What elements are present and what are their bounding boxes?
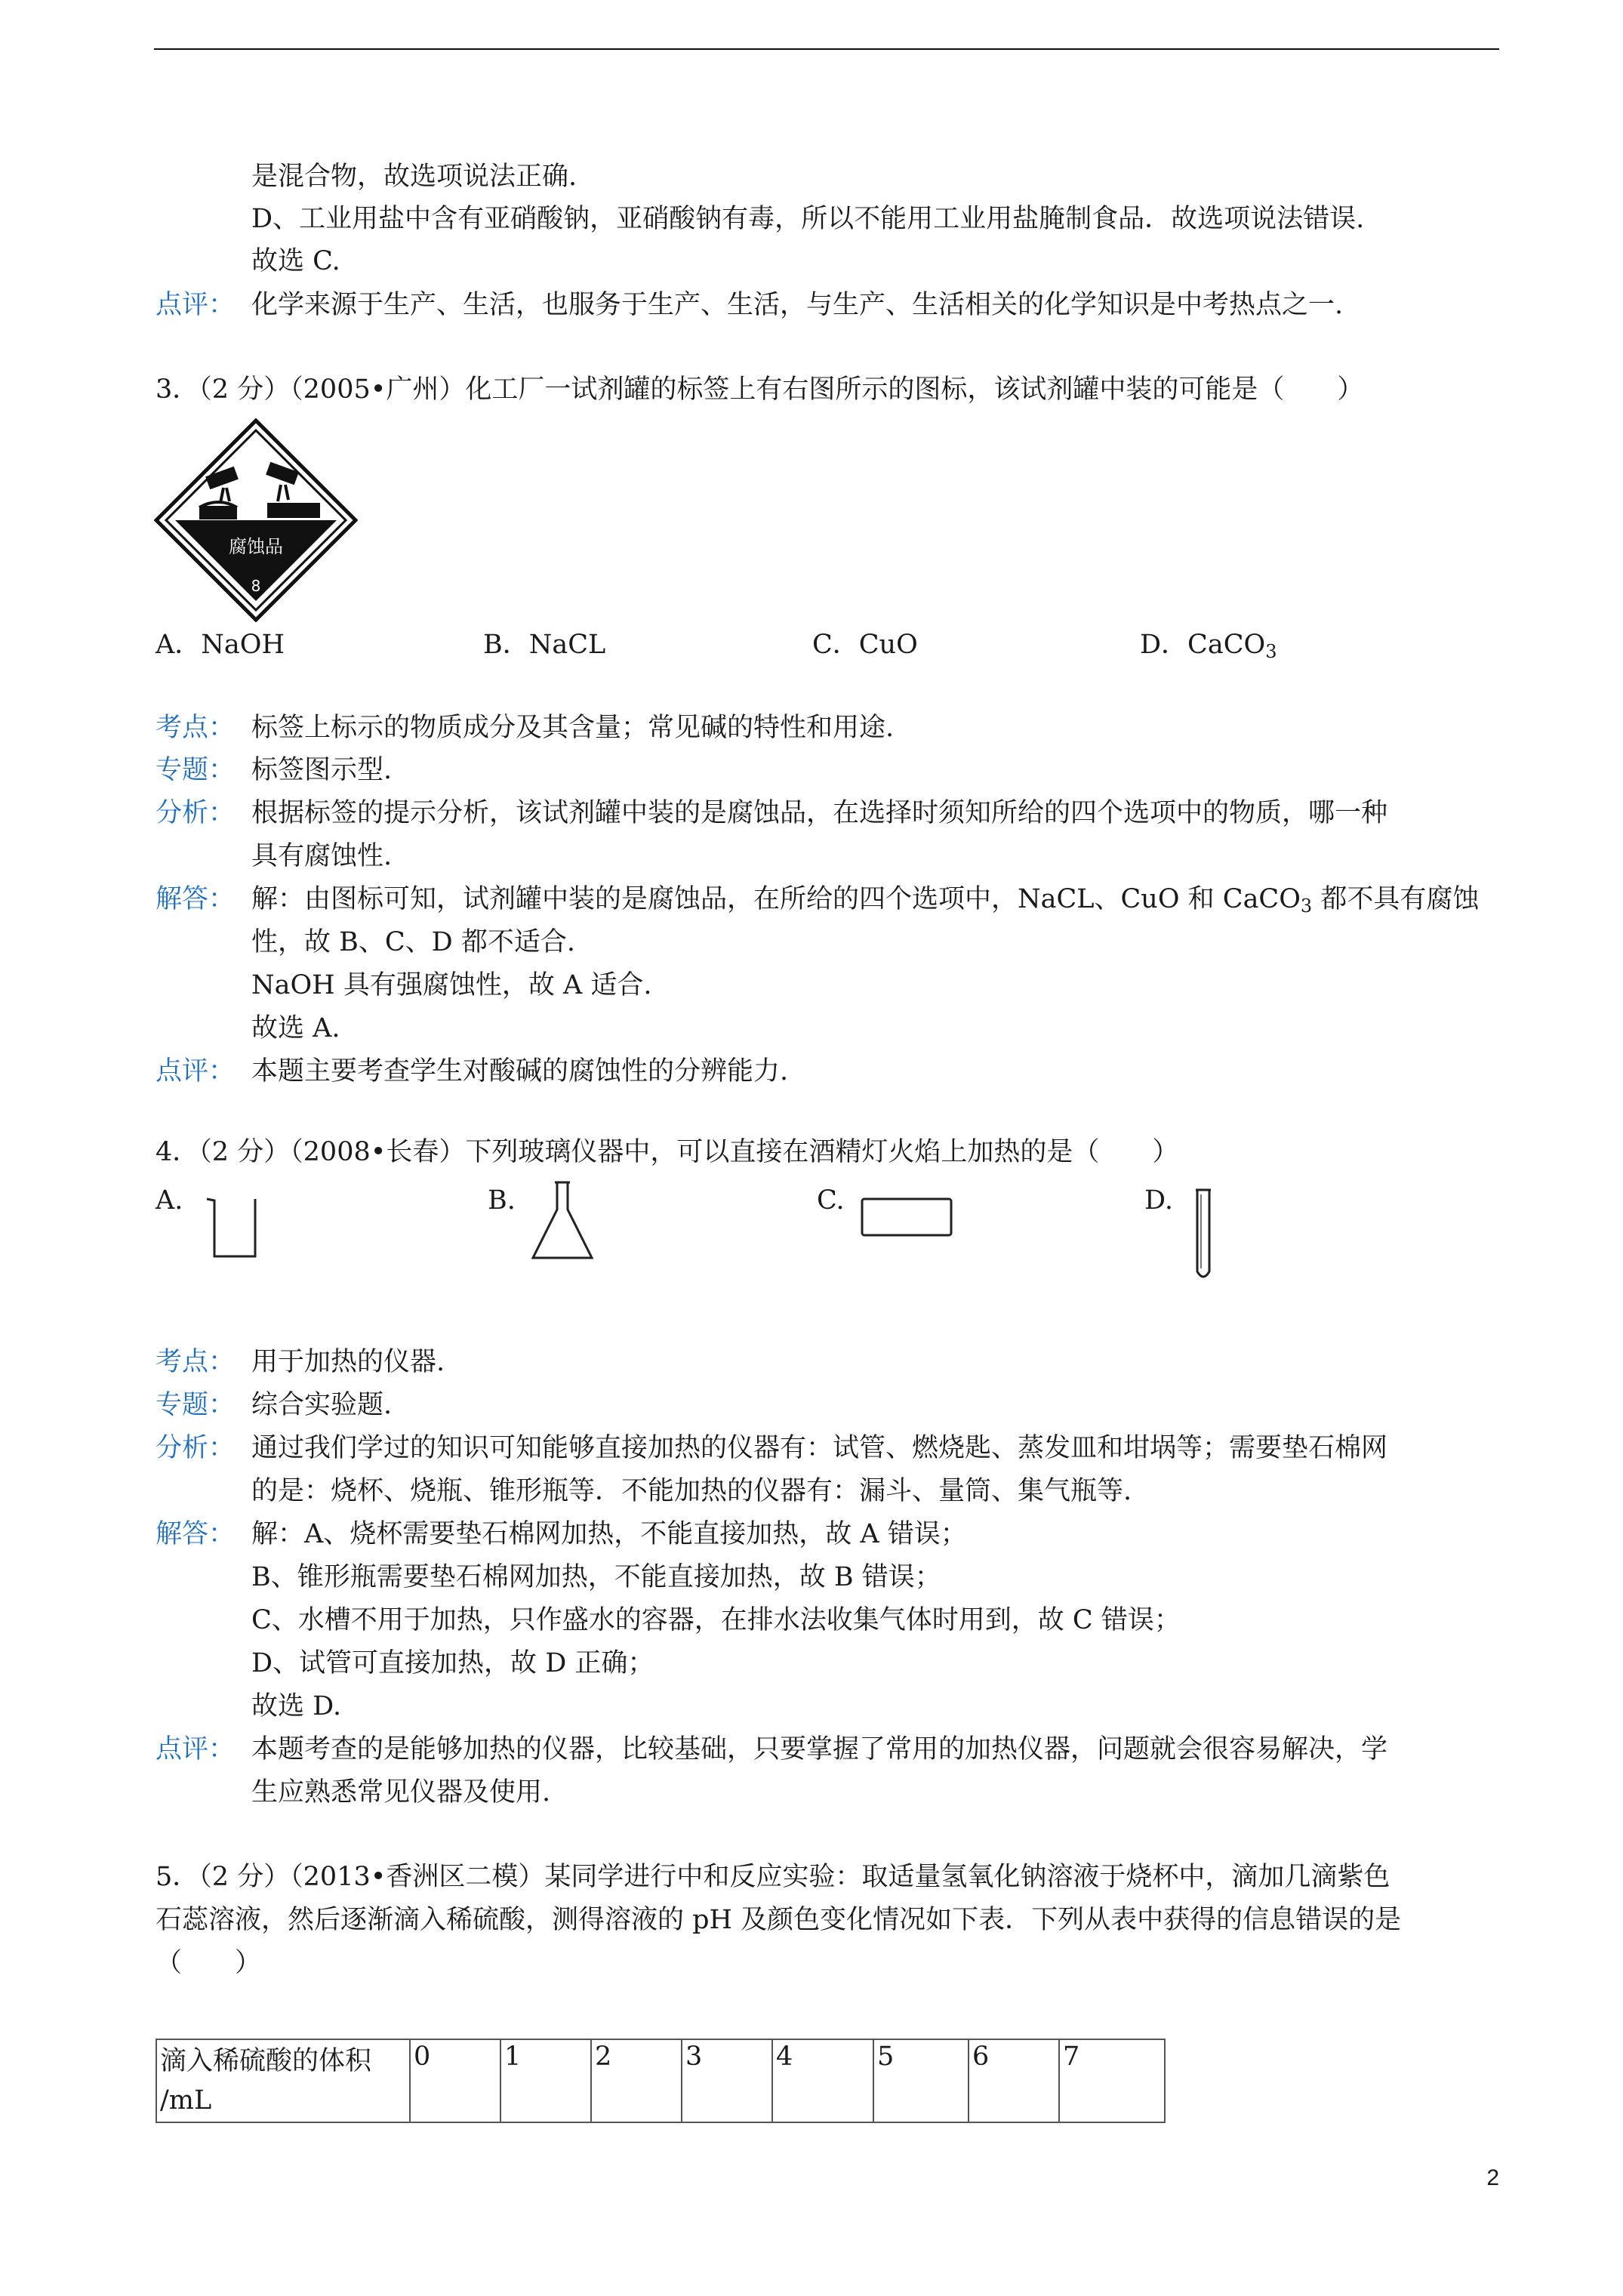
test-tube-icon (1188, 1187, 1218, 1285)
q4-label-review: 点评： (156, 1734, 236, 1764)
table-head-line-2: /mL (160, 2085, 212, 2116)
q3-label-review: 点评： (156, 1056, 236, 1086)
q4-option-d: D. (1144, 1185, 1173, 1216)
q4-jieda-1: 解：A、烧杯需要垫石棉网加热，不能直接加热，故 A 错误； (251, 1519, 967, 1549)
q4-zhuanti: 综合实验题. (251, 1390, 393, 1420)
beaker-icon (202, 1193, 263, 1261)
table-cell: 5 (873, 2039, 969, 2122)
q4-kaodian: 用于加热的仪器. (251, 1347, 445, 1377)
q4-stem: 4．（2 分）（2008•长春）下列玻璃仪器中，可以直接在酒精灯火焰上加热的是（ ） (156, 1137, 1179, 1167)
q3-label-kaodian: 考点： (156, 713, 236, 743)
q4-review-2: 生应熟悉常见仪器及使用. (251, 1777, 551, 1808)
table-cell: 0 (410, 2039, 500, 2122)
ph-table (156, 2039, 1166, 2123)
cont-line-1: 是混合物，故选项说法正确. (251, 162, 577, 192)
q3-review: 本题主要考查学生对酸碱的腐蚀性的分辨能力. (251, 1056, 789, 1086)
cont-line-2: D、工业用盐中含有亚硝酸钠，亚硝酸钠有毒，所以不能用工业用盐腌制食品．故选项说法错误. (251, 204, 1365, 234)
q3-jieda-1a: 解：由图标可知，试剂罐中装的是腐蚀品，在所给的四个选项中，NaCL、CuO 和 CaCO (251, 884, 1301, 914)
table-head-line-1: 滴入稀硫酸的体积 (160, 2046, 372, 2076)
page-number: 2 (1486, 2165, 1499, 2190)
q4-label-jieda: 解答： (156, 1519, 236, 1549)
table-row (156, 2039, 1165, 2122)
q3-jieda-1-sub: 3 (1300, 895, 1313, 917)
q3-fenxi-2: 具有腐蚀性. (251, 841, 393, 871)
q3-option-b: B．NaCL (483, 630, 606, 660)
q4-option-a: A. (156, 1185, 183, 1216)
q4-option-c: C. (817, 1185, 845, 1216)
q3-zhuanti: 标签图示型. (251, 755, 393, 785)
q3-option-c: C．CuO (812, 630, 918, 660)
q4-review-1: 本题考查的是能够加热的仪器，比较基础，只要掌握了常用的加热仪器，问题就会很容易解决，学 (251, 1734, 1388, 1764)
water-trough-icon (859, 1196, 957, 1241)
cont-line-3: 故选 C. (251, 246, 340, 276)
q3-kaodian: 标签上标示的物质成分及其含量；常见碱的特性和用途. (251, 713, 895, 743)
label-review: 点评： (156, 290, 236, 320)
q5-stem-1: 5．（2 分）（2013•香洲区二模）某同学进行中和反应实验：取适量氢氧化钠溶液于烧杯中，滴加几滴紫色 (156, 1862, 1390, 1892)
q4-option-b: B. (488, 1185, 516, 1216)
q3-option-a: A．NaOH (156, 630, 285, 660)
sign-number: 8 (251, 577, 261, 595)
q3-label-fenxi: 分析： (156, 798, 236, 828)
q4-fenxi-2: 的是：烧杯、烧瓶、锥形瓶等．不能加热的仪器有：漏斗、量筒、集气瓶等. (251, 1476, 1132, 1506)
sign-text: 腐蚀品 (229, 536, 283, 557)
table-cell: 6 (969, 2039, 1059, 2122)
q3-fenxi-1: 根据标签的提示分析，该试剂罐中装的是腐蚀品，在选择时须知所给的四个选项中的物质，哪一种 (251, 798, 1388, 828)
q3-jieda-4: 故选 A. (251, 1013, 340, 1043)
q3-option-d-sub: 3 (1265, 641, 1277, 662)
q4-label-zhuanti: 专题： (156, 1390, 236, 1420)
q4-fenxi-1: 通过我们学过的知识可知能够直接加热的仪器有：试管、燃烧匙、蒸发皿和坩埚等；需要垫石棉网 (251, 1433, 1388, 1463)
corrosive-sign-icon (154, 418, 358, 622)
q3-label-zhuanti: 专题： (156, 755, 236, 785)
q4-label-fenxi: 分析： (156, 1433, 236, 1463)
q3-label-jieda: 解答： (156, 884, 236, 914)
header-rule (154, 48, 1499, 50)
q3-stem: 3．（2 分）（2005•广州）化工厂一试剂罐的标签上有右图所示的图标，该试剂罐中装的可能是（ ） (156, 374, 1364, 405)
q3-jieda-3: NaOH 具有强腐蚀性，故 A 适合. (251, 970, 652, 1000)
table-cell: 4 (772, 2039, 873, 2122)
q5-stem-2: 石蕊溶液，然后逐渐滴入稀硫酸，测得溶液的 pH 及颜色变化情况如下表．下列从表中获得的信息错误的是 (156, 1905, 1402, 1935)
table-cell: 3 (682, 2039, 772, 2122)
table-head-cell (156, 2039, 410, 2122)
q4-jieda-4: D、试管可直接加热，故 D 正确； (251, 1648, 654, 1678)
table-cell: 2 (591, 2039, 682, 2122)
q4-jieda-3: C、水槽不用于加热，只作盛水的容器，在排水法收集气体时用到，故 C 错误； (251, 1605, 1181, 1635)
q3-jieda-1 (251, 881, 1479, 924)
q3-option-d (1140, 627, 1277, 670)
q5-stem-3: （ ） (156, 1948, 262, 1978)
q3-option-d-text: D．CaCO (1140, 630, 1266, 660)
q4-label-kaodian: 考点： (156, 1347, 236, 1377)
q3-jieda-1b: 都不具有腐蚀 (1312, 884, 1480, 914)
table-cell: 1 (500, 2039, 591, 2122)
conical-flask-icon (528, 1179, 596, 1262)
table-cell: 7 (1059, 2039, 1165, 2122)
q4-jieda-2: B、锥形瓶需要垫石棉网加热，不能直接加热，故 B 错误； (251, 1562, 941, 1592)
review-text: 化学来源于生产、生活，也服务于生产、生活，与生产、生活相关的化学知识是中考热点之一. (251, 290, 1344, 320)
q3-jieda-2: 性，故 B、C、D 都不适合. (251, 927, 575, 957)
q4-jieda-5: 故选 D. (251, 1691, 342, 1721)
